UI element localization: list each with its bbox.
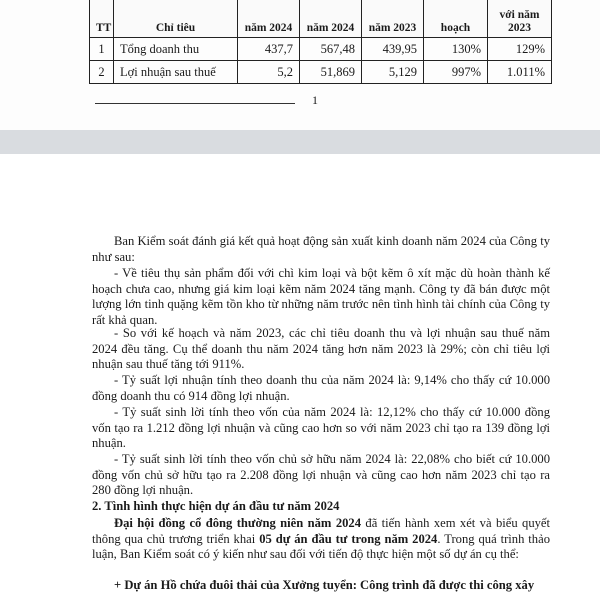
intro-paragraph: Ban Kiểm soát đánh giá kết quả hoạt động sản xuất kinh doanh năm 2024 của Công ty như sau:: [92, 234, 550, 264]
footnote-divider: [95, 103, 295, 104]
table-cell: 51,869: [300, 61, 362, 84]
bullet-paragraph: - So với kế hoạch và năm 2023, các chỉ tiêu doanh thu và lợi nhuận sau thuế năm 2024 đều tăng. Cụ thể doanh thu năm 2024 tăng hơn năm 2023 là 29%; còn chỉ tiêu lợi nhuận sau thuế tăng tới 911%.: [92, 326, 550, 372]
table-cell: 567,48: [300, 38, 362, 61]
table-cell: 5,2: [238, 61, 300, 84]
header-cell: TT: [90, 0, 114, 38]
header-cell: Chỉ tiêu: [114, 0, 238, 38]
table-cell: 437,7: [238, 38, 300, 61]
table-cell: 997%: [424, 61, 488, 84]
page-number: 1: [312, 93, 318, 107]
table-header-row: [90, 0, 552, 38]
previous-page: [0, 0, 600, 130]
header-cell: hoạch: [424, 0, 488, 38]
table-cell: 439,95: [362, 38, 424, 61]
row-number: 2: [90, 61, 114, 84]
project-item: + Dự án Hồ chứa đuôi thải của Xưởng tuyển: Công trình đã được thi công xây: [114, 578, 535, 592]
header-cell: năm 2023: [362, 0, 424, 38]
table-cell: 129%: [488, 38, 552, 61]
table-cell: 130%: [424, 38, 488, 61]
header-cell: năm 2024: [238, 0, 300, 38]
bold-phrase: Đại hội đồng cổ đông thường niên năm 2024: [114, 516, 362, 530]
row-label: Lợi nhuận sau thuế: [114, 61, 238, 84]
bullet-paragraph: - Về tiêu thụ sản phẩm đối với chì kim loại và bột kẽm ô xít mặc dù hoàn thành kế hoạch chưa cao, nhưng giá kim loại kẽm năm 2024 tăng mạnh. Công ty đã bán được một lượng lớn tinh quặng kẽm tồn kho từ những năm trước nên tình hình tài chính của Công ty rất khả quan.: [92, 266, 550, 327]
bullet-paragraph: - Tỷ suất lợi nhuận tính theo doanh thu của năm 2024 là: 9,14% cho thấy cứ 10.000 đồng doanh thu có 914 đồng lợi nhuận.: [92, 373, 550, 403]
bullet-paragraph: - Tỷ suất sinh lời tính theo vốn của năm 2024 là: 12,12% cho thấy cứ 10.000 đồng vốn tạo ra 1.212 đồng lợi nhuận và cũng cao hơn so với năm 2023 chỉ tạo ra 139 đồng lợi nhuận.: [92, 405, 550, 451]
document-page: [0, 154, 600, 600]
table-row: [90, 61, 552, 84]
header-cell: năm 2024: [300, 0, 362, 38]
financial-results-table: [89, 0, 552, 84]
row-label: Tổng doanh thu: [114, 38, 238, 61]
page-gap: [0, 130, 600, 154]
header-cell: với năm 2023: [488, 0, 552, 38]
table-cell: 5,129: [362, 61, 424, 84]
table-row: [90, 38, 552, 61]
section-heading: 2. Tình hình thực hiện dự án đầu tư năm 2024: [92, 499, 340, 513]
text-run: đã tiến hành xem xét và biểu quyết thông qua chủ trương triển khai: [92, 516, 551, 546]
table-cell: 1.011%: [488, 61, 552, 84]
bullet-paragraph: - Tỷ suất sinh lời tính theo vốn chủ sở hữu năm 2024 là: 22,08% cho biết cứ 10.000 đồng vốn chủ sở hữu tạo ra 2.208 đồng lợi nhuận và cũng cao hơn năm 2023 chỉ tạo ra 280 đồng lợi nhuận.: [92, 452, 550, 498]
body-paragraph: [92, 516, 550, 563]
text-run: . Trong quá trình thảo luận, Ban Kiểm soát có ý kiến như sau đối với tiến độ thực hiện một số dự án cụ thể:: [92, 531, 550, 562]
bold-phrase: 05 dự án đầu tư trong năm 2024: [259, 531, 438, 546]
row-number: 1: [90, 38, 114, 61]
